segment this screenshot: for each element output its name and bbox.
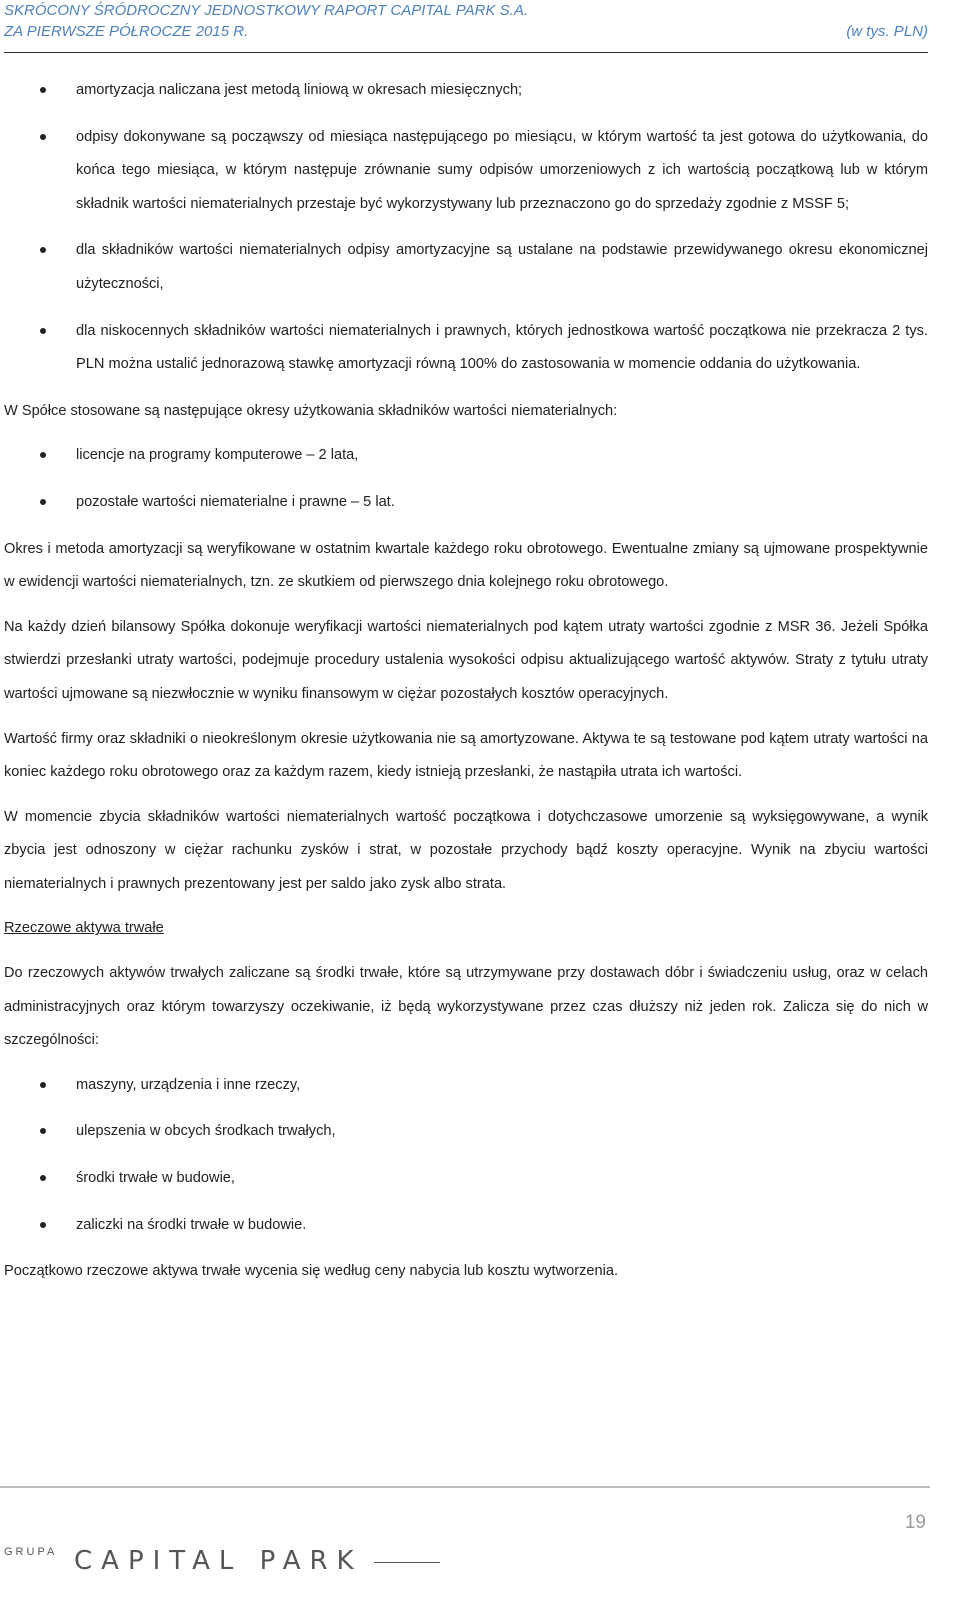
bullet-icon: [40, 247, 46, 253]
section-heading: Rzeczowe aktywa trwałe: [4, 920, 164, 937]
bullet-icon: [40, 1082, 46, 1088]
list-item: dla składników wartości niematerialnych odpisy amortyzacyjne są ustalane na podstawie przewidywanego okresu ekonomicznej użyteczności,: [4, 234, 928, 301]
bullet-icon: [40, 328, 46, 334]
bullet-icon: [40, 1175, 46, 1181]
bullet-icon: [40, 1128, 46, 1134]
paragraph: W Spółce stosowane są następujące okresy użytkowania składników wartości niematerialnych:: [4, 402, 618, 419]
list-item: środki trwałe w budowie,: [4, 1162, 928, 1196]
list-item: odpisy dokonywane są począwszy od miesiąca następującego po miesiącu, w którym wartość ta jest gotowa do użytkowania, do końca tego miesiąca, w którym następuje zrównanie sumy odpisów umorzeniowych z ich wartością początkową lub w którym składnik wartości niematerialnych przestaje być wykorzystywany lub przeznaczono go do sprzedaży zgodnie z MSSF 5;: [4, 121, 928, 222]
fixed-assets-list: [4, 1069, 928, 1242]
paragraph: W momencie zbycia składników wartości niematerialnych wartość początkowa i dotychczasowe umorzenie są wyksięgowywane, a wynik zbycia jest odnoszony w ciężar rachunku zysków i strat, w pozostałe przychody bądź koszty operacyjne. Wynik na zbyciu wartości niematerialnych i prawnych prezentowany jest per saldo jako zysk albo strata.: [4, 808, 928, 892]
logo-group-text: GRUPA: [4, 1546, 58, 1558]
paragraph: Okres i metoda amortyzacji są weryfikowane w ostatnim kwartale każdego roku obrotowego. Ewentualne zmiany są ujmowane prospektywnie w ewidencji wartości niematerialnych, tzn. ze skutkiem od pierwszego dnia kolejnego roku obrotowego.: [4, 540, 928, 591]
paragraph: Początkowo rzeczowe aktywa trwałe wycenia się według ceny nabycia lub kosztu wytworzenia.: [4, 1263, 619, 1280]
useful-life-list: [4, 439, 928, 519]
document-header: [4, 0, 928, 53]
document-body: [4, 74, 928, 1300]
list-item: dla niskocennych składników wartości niematerialnych i prawnych, których jednostkowa wartość początkowa nie przekracza 2 tys. PLN można ustalić jednorazową stawkę amortyzacji równą 100% do zastosowania w momencie oddania do użytkowania.: [4, 315, 928, 382]
bullet-icon: [40, 499, 46, 505]
bullet-icon: [40, 134, 46, 140]
list-item: zaliczki na środki trwałe w budowie.: [4, 1209, 928, 1243]
list-item: pozostałe wartości niematerialne i prawne – 5 lat.: [4, 486, 928, 520]
list-item: licencje na programy komputerowe – 2 lata,: [4, 439, 928, 473]
bullet-icon: [40, 1222, 46, 1228]
amortization-rules-list: [4, 74, 928, 382]
bullet-icon: [40, 452, 46, 458]
paragraph: Na każdy dzień bilansowy Spółka dokonuje weryfikacji wartości niematerialnych pod kątem utraty wartości zgodnie z MSR 36. Jeżeli Spółka stwierdzi przesłanki utraty wartości, podejmuje procedury ustalenia wysokości odpisu aktualizującego wartość aktywów. Straty z tytułu utraty wartości ujmowane są niezwłocznie w wyniku finansowym w ciężar pozostałych kosztów operacyjnych.: [4, 618, 928, 702]
bullet-icon: [40, 87, 46, 93]
list-item: maszyny, urządzenia i inne rzeczy,: [4, 1069, 928, 1103]
report-title: SKRÓCONY ŚRÓDROCZNY JEDNOSTKOWY RAPORT CAPITAL PARK S.A.: [4, 2, 528, 19]
list-item: ulepszenia w obcych środkach trwałych,: [4, 1115, 928, 1149]
logo-brand-text: CAPITAL PARK: [74, 1546, 363, 1576]
currency-unit: (w tys. PLN): [846, 23, 928, 40]
paragraph: Do rzeczowych aktywów trwałych zaliczane są środki trwałe, które są utrzymywane przy dostawach dóbr i świadczeniu usług, oraz w celach administracyjnych oraz którym towarzyszy oczekiwanie, iż będą wykorzystywane przez czas dłuższy niż jeden rok. Zalicza się do nich w szczególności:: [4, 965, 928, 1049]
list-item: amortyzacja naliczana jest metodą liniową w okresach miesięcznych;: [4, 74, 928, 108]
logo-underline: [374, 1562, 440, 1563]
report-period: ZA PIERWSZE PÓŁROCZE 2015 R.: [4, 23, 249, 40]
footer-divider: [0, 1486, 930, 1488]
page-number: 19: [904, 1512, 926, 1533]
paragraph: Wartość firmy oraz składniki o nieokreślonym okresie użytkowania nie są amortyzowane. Aktywa te są testowane pod kątem utraty wartości na koniec każdego roku obrotowego oraz za każdym razem, kiedy istnieją przesłanki, że nastąpiła utrata ich wartości.: [4, 730, 928, 781]
